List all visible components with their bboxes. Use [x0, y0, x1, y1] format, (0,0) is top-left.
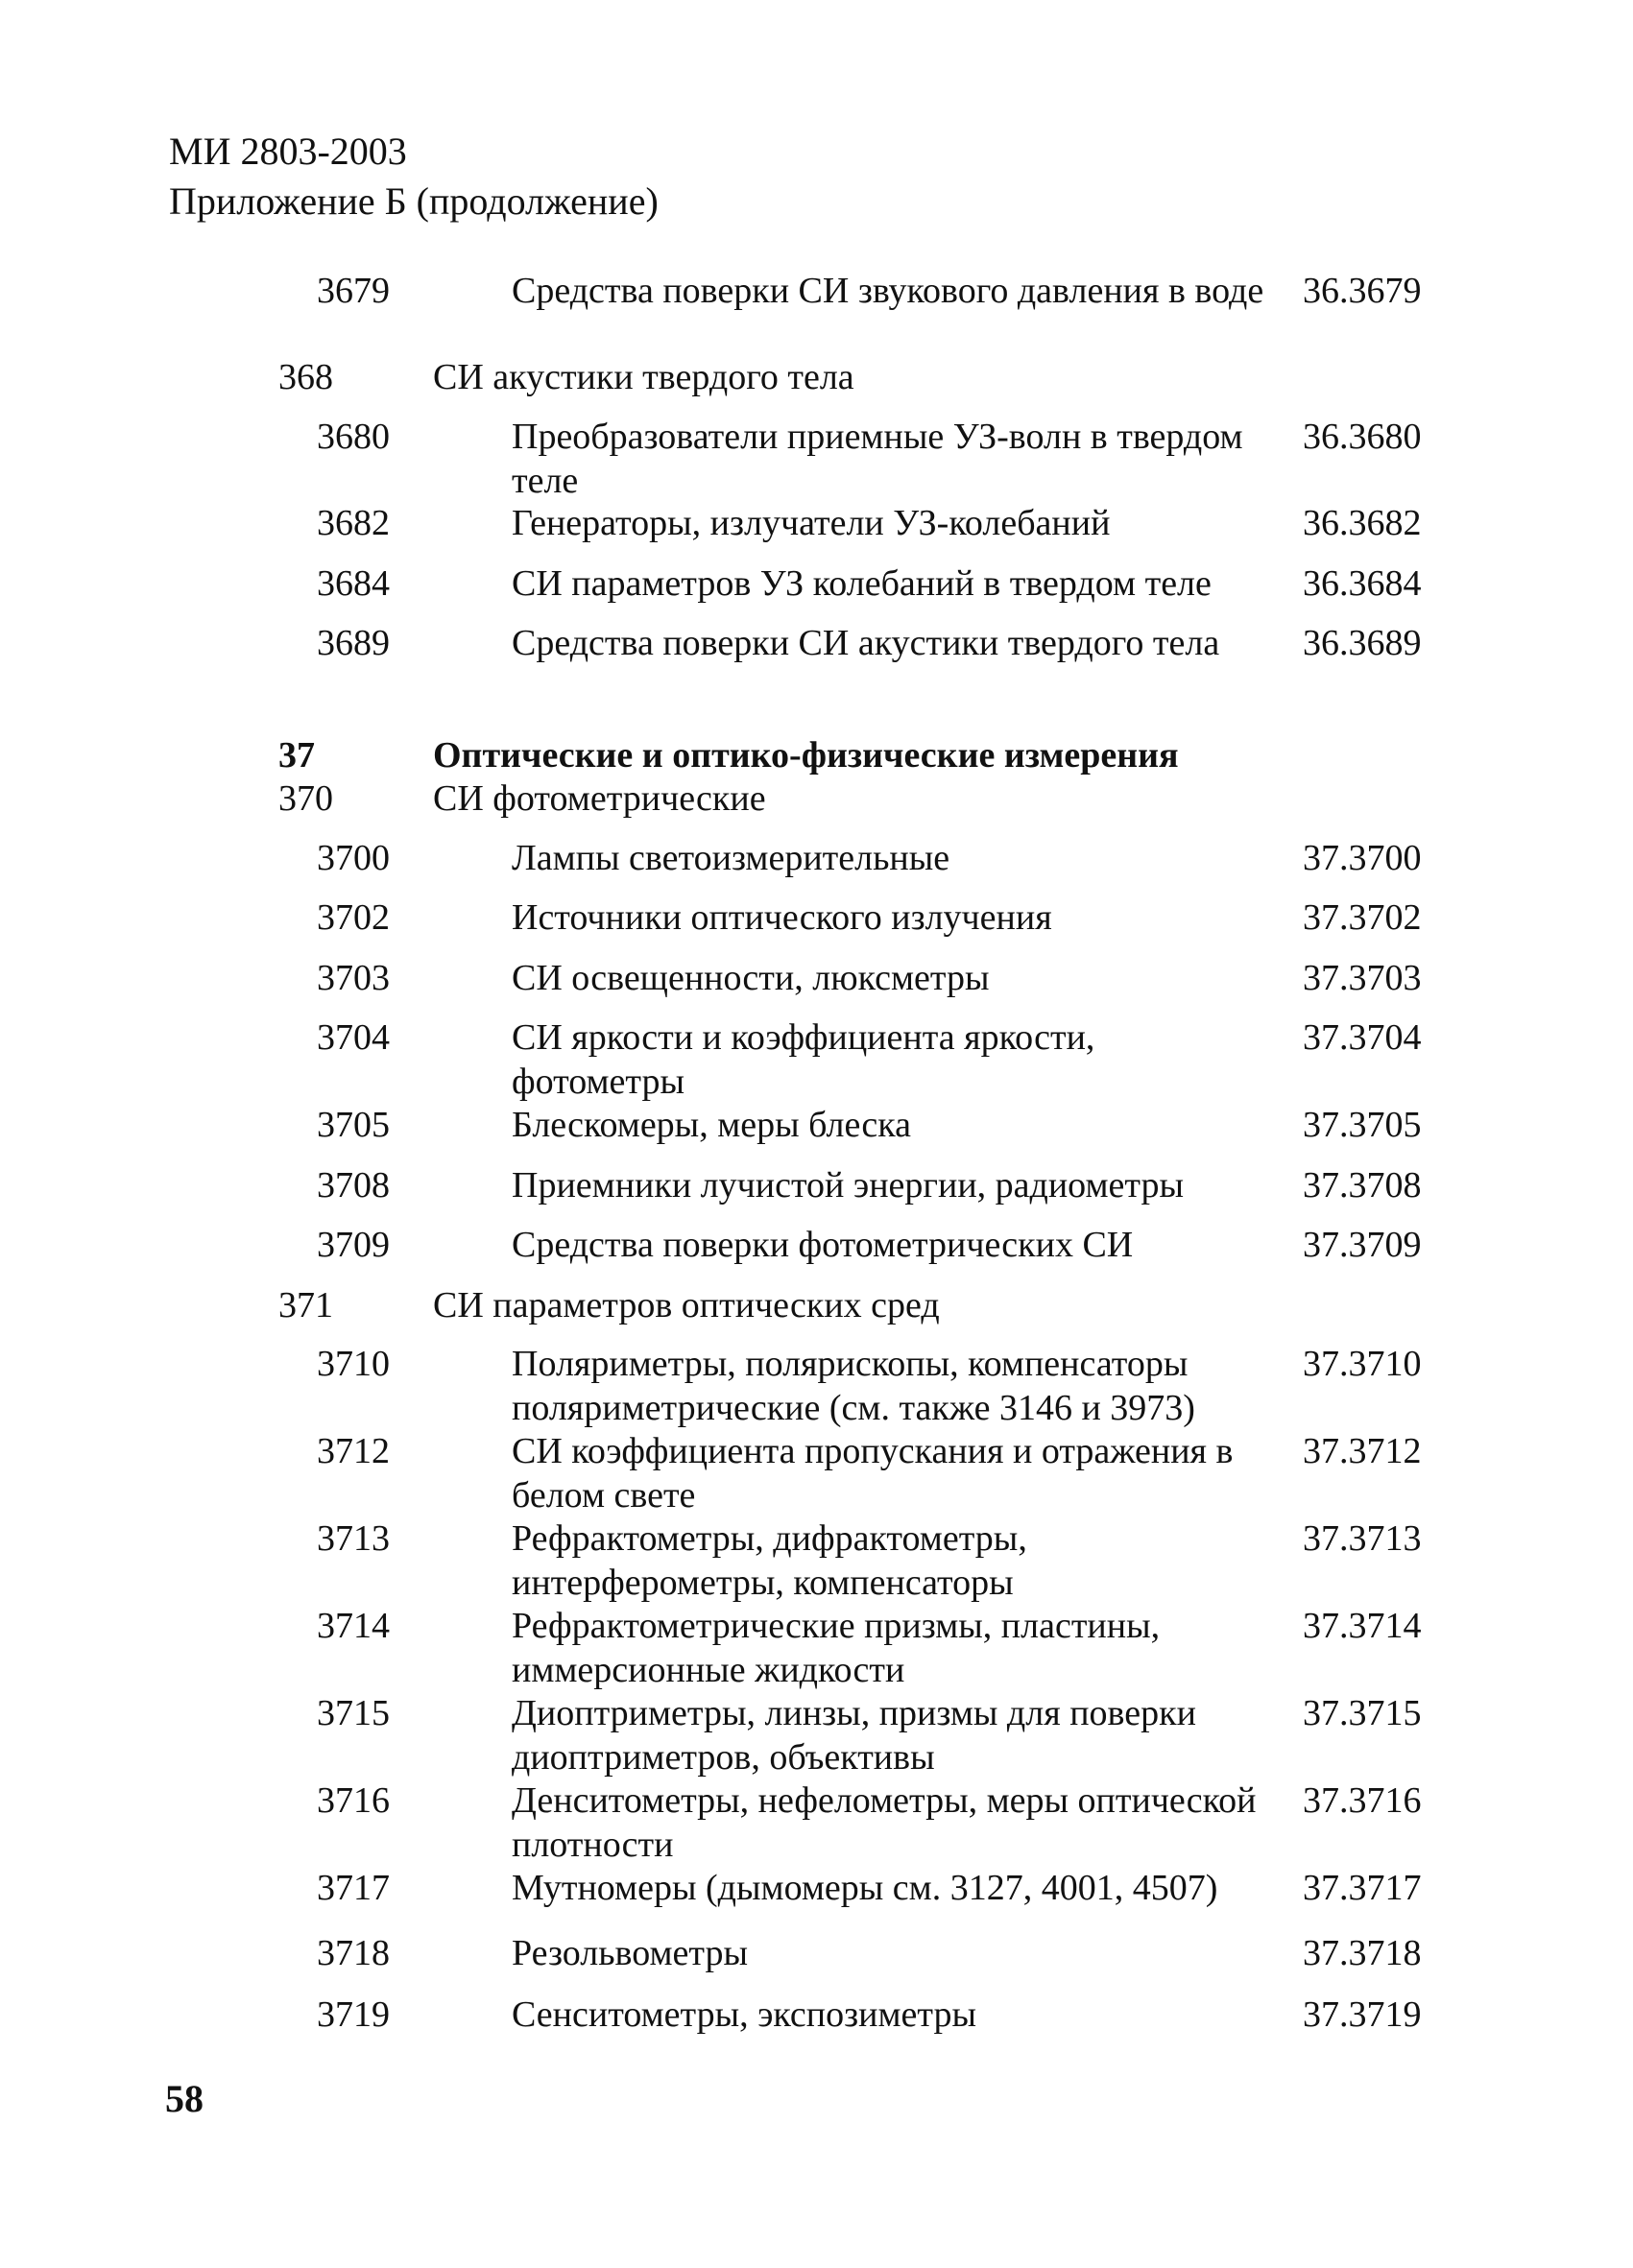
section-code: 37 [278, 735, 315, 776]
row-reference: 37.3715 [1303, 1693, 1422, 1733]
row-code: 3679 [317, 271, 390, 311]
row-code: 3705 [317, 1105, 390, 1145]
row-description: Средства поверки СИ звукового давления в воде [512, 271, 1264, 311]
row-code: 371 [278, 1285, 333, 1325]
row-reference: 36.3679 [1303, 271, 1422, 311]
row-description: Блескомеры, меры блеска [512, 1105, 911, 1145]
row-code: 3718 [317, 1933, 390, 1973]
row-reference: 37.3700 [1303, 838, 1422, 878]
row-description: СИ яркости и коэффициента яркости, фотометры [512, 1017, 1095, 1102]
row-description: Диоптриметры, линзы, призмы для поверки диоптриметров, объективы [512, 1693, 1196, 1778]
section-title: Оптические и оптико-физические измерения [433, 735, 1179, 776]
row-reference: 37.3717 [1303, 1868, 1422, 1908]
row-description: СИ параметров УЗ колебаний в твердом теле [512, 563, 1212, 604]
row-code: 3715 [317, 1693, 390, 1733]
row-description: Мутномеры (дымомеры см. 3127, 4001, 4507) [512, 1868, 1218, 1908]
row-reference: 37.3704 [1303, 1017, 1422, 1058]
row-reference: 37.3702 [1303, 897, 1422, 938]
row-code: 3717 [317, 1868, 390, 1908]
row-code: 3702 [317, 897, 390, 938]
row-code: 3710 [317, 1344, 390, 1384]
row-description: СИ акустики твердого тела [433, 357, 854, 397]
row-description: Рефрактометры, дифрактометры, интерферометры, компенсаторы [512, 1518, 1027, 1603]
page-header [169, 127, 659, 227]
row-code: 3682 [317, 503, 390, 543]
row-reference: 37.3719 [1303, 1994, 1422, 2035]
row-description: Сенситометры, экспозиметры [512, 1994, 976, 2035]
row-code: 3713 [317, 1518, 390, 1559]
row-description: Лампы светоизмерительные [512, 838, 950, 878]
row-code: 3719 [317, 1994, 390, 2035]
row-description: СИ параметров оптических сред [433, 1285, 940, 1325]
row-code: 3716 [317, 1780, 390, 1821]
row-description: Средства поверки СИ акустики твердого тела [512, 623, 1220, 663]
row-code: 3704 [317, 1017, 390, 1058]
row-reference: 36.3682 [1303, 503, 1422, 543]
row-code: 3714 [317, 1606, 390, 1646]
row-description: Денситометры, нефелометры, меры оптической плотности [512, 1780, 1257, 1865]
row-reference: 37.3705 [1303, 1105, 1422, 1145]
row-code: 3703 [317, 958, 390, 998]
row-code: 368 [278, 357, 333, 397]
row-reference: 37.3703 [1303, 958, 1422, 998]
row-code: 3689 [317, 623, 390, 663]
row-reference: 37.3712 [1303, 1431, 1422, 1471]
row-description: СИ фотометрические [433, 778, 766, 819]
row-reference: 36.3689 [1303, 623, 1422, 663]
row-reference: 36.3684 [1303, 563, 1422, 604]
page-number: 58 [165, 2077, 204, 2120]
row-reference: 37.3709 [1303, 1225, 1422, 1265]
row-description: Средства поверки фотометрических СИ [512, 1225, 1134, 1265]
row-description: Поляриметры, полярископы, компенсаторы поляриметрические (см. также 3146 и 3973) [512, 1344, 1195, 1428]
row-code: 370 [278, 778, 333, 819]
row-description: Генераторы, излучатели УЗ-колебаний [512, 503, 1111, 543]
row-description: СИ коэффициента пропускания и отражения в белом свете [512, 1431, 1234, 1516]
row-description: Преобразователи приемные УЗ-волн в твердом теле [512, 417, 1243, 501]
row-code: 3684 [317, 563, 390, 604]
row-reference: 37.3718 [1303, 1933, 1422, 1973]
row-reference: 37.3716 [1303, 1780, 1422, 1821]
row-code: 3708 [317, 1165, 390, 1206]
row-code: 3700 [317, 838, 390, 878]
row-code: 3712 [317, 1431, 390, 1471]
row-description: Приемники лучистой энергии, радиометры [512, 1165, 1184, 1206]
row-code: 3680 [317, 417, 390, 457]
row-description: Источники оптического излучения [512, 897, 1052, 938]
row-reference: 37.3713 [1303, 1518, 1422, 1559]
row-reference: 37.3710 [1303, 1344, 1422, 1384]
row-code: 3709 [317, 1225, 390, 1265]
row-reference: 37.3714 [1303, 1606, 1422, 1646]
appendix-label: Приложение Б (продолжение) [169, 179, 659, 223]
row-description: Рефрактометрические призмы, пластины, иммерсионные жидкости [512, 1606, 1161, 1690]
document-id: МИ 2803-2003 [169, 130, 407, 173]
row-description: СИ освещенности, люксметры [512, 958, 990, 998]
row-description: Резольвометры [512, 1933, 749, 1973]
row-reference: 37.3708 [1303, 1165, 1422, 1206]
row-reference: 36.3680 [1303, 417, 1422, 457]
